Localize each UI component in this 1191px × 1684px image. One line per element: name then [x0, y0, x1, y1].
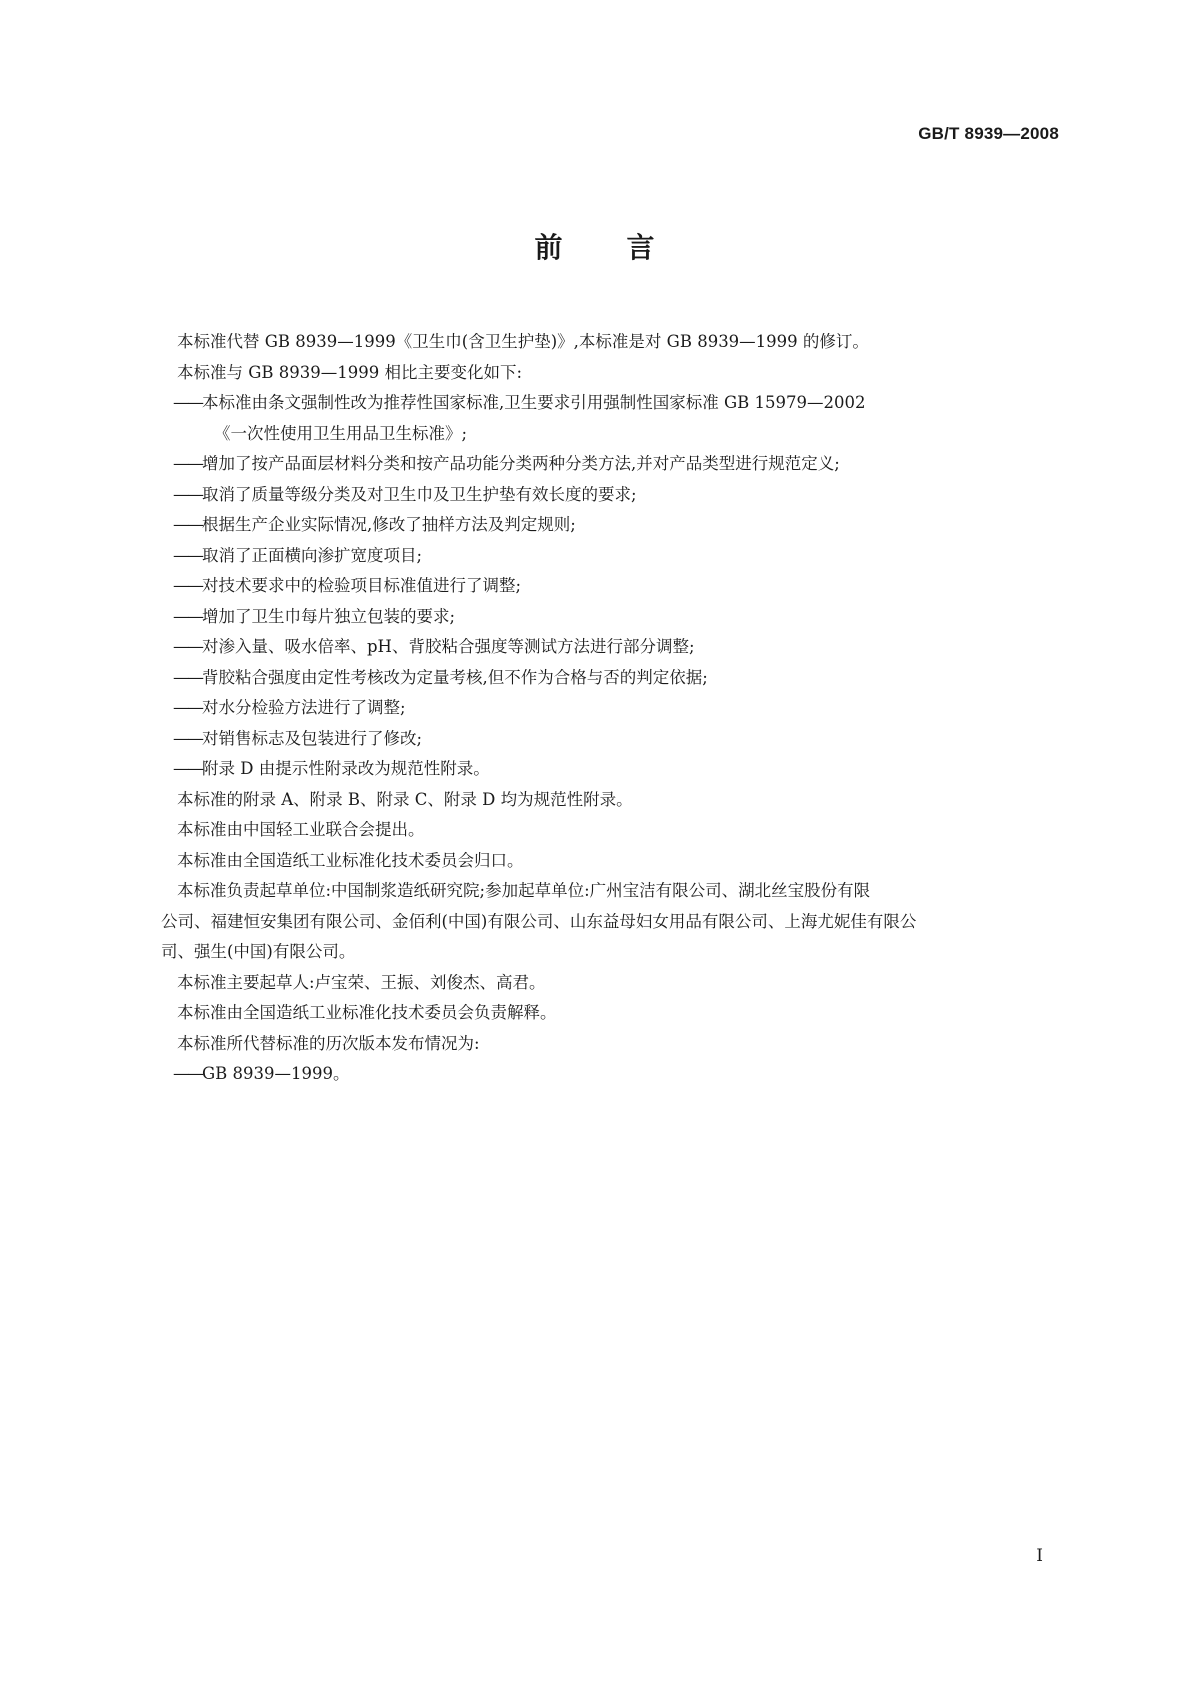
paragraph-centralized: 本标准由全国造纸工业标准化技术委员会归口。 [177, 850, 524, 870]
list-item: ——对水分检验方法进行了调整; [173, 698, 406, 717]
list-item-continuation: 《一次性使用卫生用品卫生标准》; [214, 423, 468, 443]
changes-list [173, 388, 1066, 785]
standard-code: GB/T 8939—2008 [918, 124, 1059, 143]
page-number: I [1036, 1546, 1043, 1566]
page-title [0, 226, 1191, 266]
list-item: ——对渗入量、吸水倍率、pH、背胶粘合强度等测试方法进行部分调整; [173, 637, 695, 656]
list-item: ——对技术要求中的检验项目标准值进行了调整; [173, 576, 522, 595]
paragraph-drafting-units-line2: 公司、福建恒安集团有限公司、金佰利(中国)有限公司、山东益母妇女用品有限公司、上海尤妮佳有限公 [161, 911, 917, 931]
list-item: ——取消了质量等级分类及对卫生巾及卫生护垫有效长度的要求; [173, 484, 637, 504]
foreword-body [161, 327, 1066, 1090]
paragraph-drafting-units-line3: 司、强生(中国)有限公司。 [161, 942, 356, 961]
list-item: ——增加了按产品面层材料分类和按产品功能分类两种分类方法,并对产品类型进行规范定义; [173, 454, 840, 473]
paragraph-appendix: 本标准的附录 A、附录 B、附录 C、附录 D 均为规范性附录。 [177, 789, 633, 809]
list-item: ——对销售标志及包装进行了修改; [173, 728, 423, 748]
title-char-1: 前 [534, 231, 565, 264]
title-char-2: 言 [626, 231, 657, 264]
paragraph-drafters: 本标准主要起草人:卢宝荣、王振、刘俊杰、高君。 [177, 972, 546, 992]
paragraph-interpretation: 本标准由全国造纸工业标准化技术委员会负责解释。 [177, 1003, 557, 1022]
list-item: ——根据生产企业实际情况,修改了抽样方法及判定规则; [173, 515, 576, 534]
paragraph-replacement: 本标准代替 GB 8939—1999《卫生巾(含卫生护垫)》,本标准是对 GB 8939—1999 的修订。 [177, 332, 869, 351]
paragraph-drafting-units-line1: 本标准负责起草单位:中国制浆造纸研究院;参加起草单位:广州宝洁有限公司、湖北丝宝股份有限 [177, 881, 871, 900]
list-item: ——附录 D 由提示性附录改为规范性附录。 [173, 759, 490, 778]
history-list-item: ——GB 8939—1999。 [173, 1064, 350, 1083]
list-item: ——背胶粘合强度由定性考核改为定量考核,但不作为合格与否的判定依据; [173, 667, 708, 687]
list-item: ——本标准由条文强制性改为推荐性国家标准,卫生要求引用强制性国家标准 GB 15979—2002 [173, 393, 866, 412]
paragraph-proposed: 本标准由中国轻工业联合会提出。 [177, 820, 425, 839]
list-item: ——取消了正面横向渗扩宽度项目; [173, 545, 423, 565]
paragraph-history-intro: 本标准所代替标准的历次版本发布情况为: [177, 1033, 480, 1053]
list-item: ——增加了卫生巾每片独立包装的要求; [173, 606, 456, 626]
paragraph-changes-intro: 本标准与 GB 8939—1999 相比主要变化如下: [177, 362, 523, 382]
